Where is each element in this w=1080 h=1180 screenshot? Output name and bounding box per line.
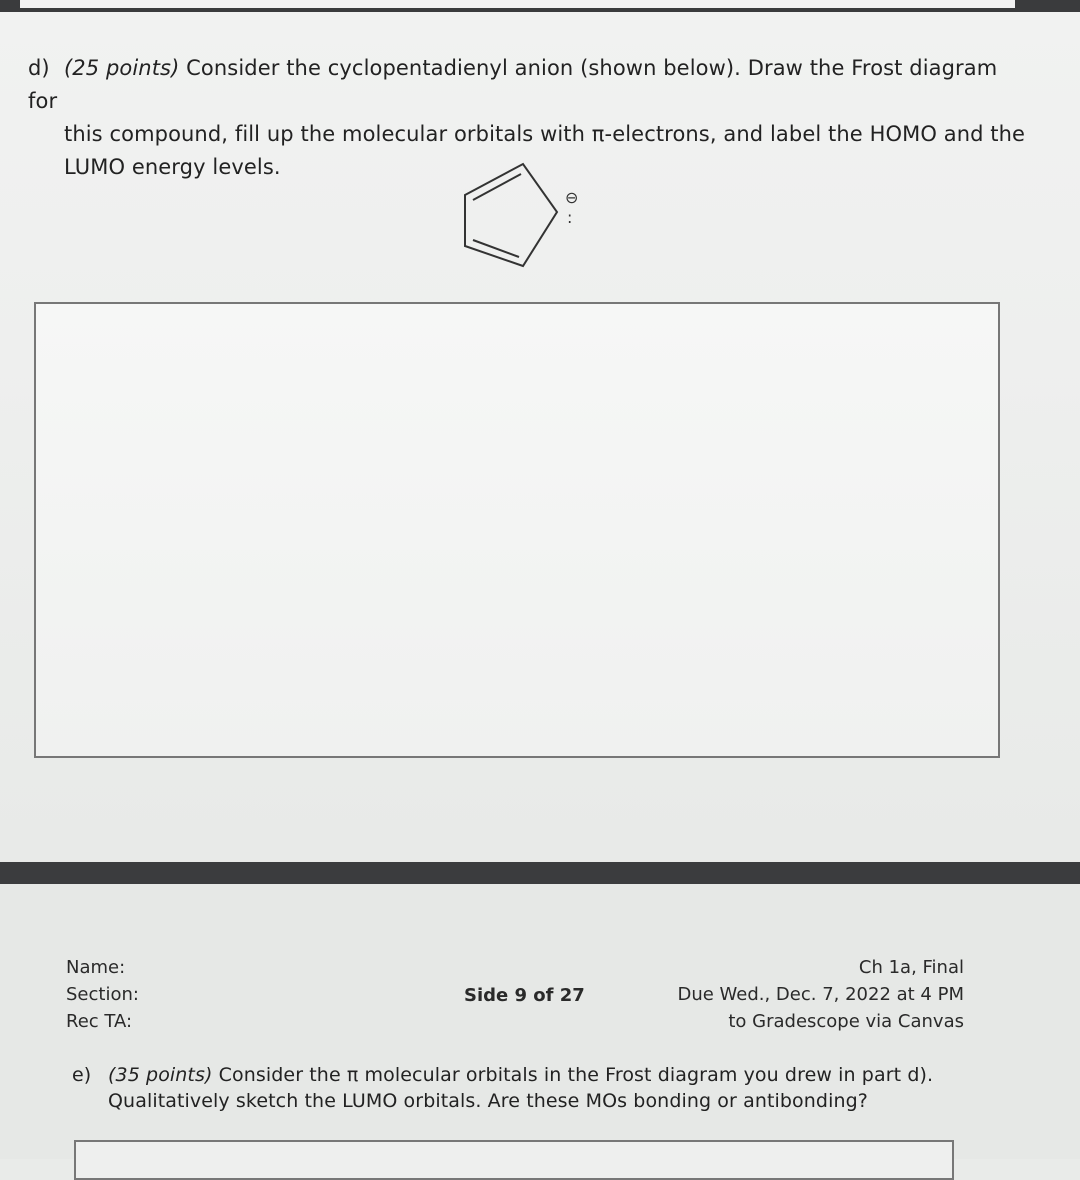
negative-charge-symbol: ⊖ (565, 188, 579, 207)
question-e (72, 1062, 992, 1114)
rec-ta-label: Rec TA: (66, 1011, 133, 1032)
top-edge-bar (0, 0, 1080, 12)
answer-box-e[interactable] (74, 1140, 954, 1180)
student-info-labels (66, 954, 139, 1035)
page-number: Side 9 of 27 (464, 985, 585, 1006)
course-info (660, 954, 964, 1035)
page-divider (0, 862, 1080, 884)
question-d-line2: this compound, fill up the molecular orbitals with π-electrons, and label the HOMO and the (64, 122, 1026, 146)
cyclopentadienyl-anion-icon (455, 160, 595, 275)
question-e-number: e) (72, 1064, 92, 1086)
section-label: Section: (66, 984, 139, 1005)
cyclopentadienyl-anion-structure (455, 160, 595, 279)
submission-info: to Gradescope via Canvas (728, 1011, 964, 1032)
question-d-line3: LUMO energy levels. (64, 155, 281, 179)
question-d-points: (25 points) (64, 56, 180, 80)
name-label: Name: (66, 957, 126, 978)
question-d-line1: Consider the cyclopentadienyl anion (shown below). Draw the Frost diagram for (28, 56, 998, 113)
question-e-line2: Qualitatively sketch the LUMO orbitals. Are these MOs bonding or antibonding? (108, 1090, 868, 1112)
question-d-number: d) (28, 56, 50, 80)
lone-pair-symbol: : (567, 208, 573, 227)
question-e-line1: Consider the π molecular orbitals in the Frost diagram you drew in part d). (212, 1064, 934, 1086)
due-date: Due Wed., Dec. 7, 2022 at 4 PM (677, 984, 964, 1005)
course-title: Ch 1a, Final (858, 957, 964, 978)
answer-box-d[interactable] (34, 302, 1000, 758)
question-e-points: (35 points) (108, 1064, 213, 1086)
